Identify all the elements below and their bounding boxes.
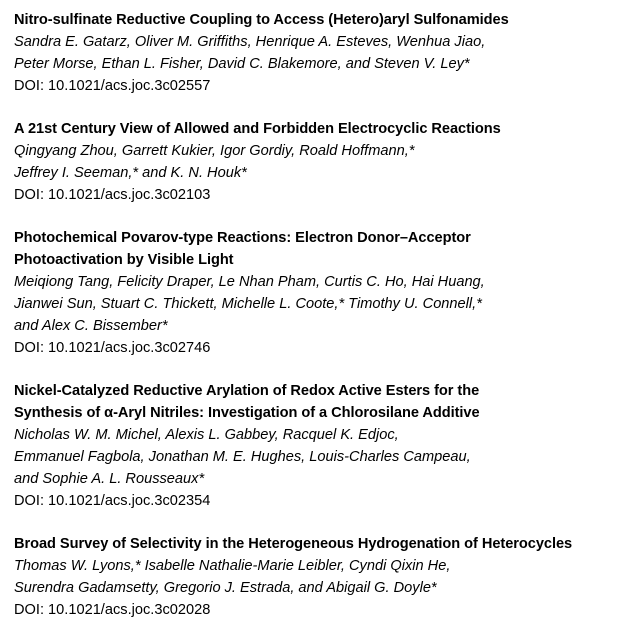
article-entry (14, 9, 624, 97)
article-entry (14, 380, 624, 512)
article-doi: DOI: 10.1021/acs.joc.3c02103 (14, 187, 211, 203)
article-title: Broad Survey of Selectivity in the Heterogeneous Hydrogenation of Heterocycles (14, 536, 573, 552)
article-authors: Nicholas W. M. Michel, Alexis L. Gabbey, Racquel K. Edjoc, Emmanuel Fagbola, Jonathan M. E. Hughes, Louis-Charles Campeau, and Sophie A. L. Rousseaux* (14, 427, 471, 487)
article-authors: Sandra E. Gatarz, Oliver M. Griffiths, Henrique A. Esteves, Wenhua Jiao, Peter Morse, Ethan L. Fisher, David C. Blakemore, and Steven V. Ley* (14, 34, 486, 72)
article-doi: DOI: 10.1021/acs.joc.3c02557 (14, 78, 211, 94)
article-authors: Meiqiong Tang, Felicity Draper, Le Nhan Pham, Curtis C. Ho, Hai Huang, Jianwei Sun, Stuart C. Thickett, Michelle L. Coote,* Timothy U. Connell,* and Alex C. Bissember* (14, 274, 485, 334)
article-authors: Thomas W. Lyons,* Isabelle Nathalie-Marie Leibler, Cyndi Qixin He, Surendra Gadamsetty, Gregorio J. Estrada, and Abigail G. Doyle* (14, 558, 451, 596)
article-title: A 21st Century View of Allowed and Forbidden Electrocyclic Reactions (14, 121, 501, 137)
article-title: Nitro-sulfinate Reductive Coupling to Access (Hetero)aryl Sulfonamides (14, 12, 509, 28)
article-authors: Qingyang Zhou, Garrett Kukier, Igor Gordiy, Roald Hoffmann,* Jeffrey I. Seeman,* and K. N. Houk* (14, 143, 415, 181)
article-title: Nickel-Catalyzed Reductive Arylation of Redox Active Esters for the Synthesis of α-Aryl Nitriles: Investigation of a Chlorosilane Additive (14, 383, 480, 421)
article-doi: DOI: 10.1021/acs.joc.3c02028 (14, 602, 211, 618)
article-title: Photochemical Povarov-type Reactions: Electron Donor–Acceptor Photoactivation by Visible Light (14, 230, 471, 268)
article-entry (14, 118, 624, 206)
article-doi: DOI: 10.1021/acs.joc.3c02354 (14, 493, 211, 509)
article-entry (14, 533, 624, 621)
article-doi: DOI: 10.1021/acs.joc.3c02746 (14, 340, 211, 356)
article-entry (14, 227, 624, 359)
